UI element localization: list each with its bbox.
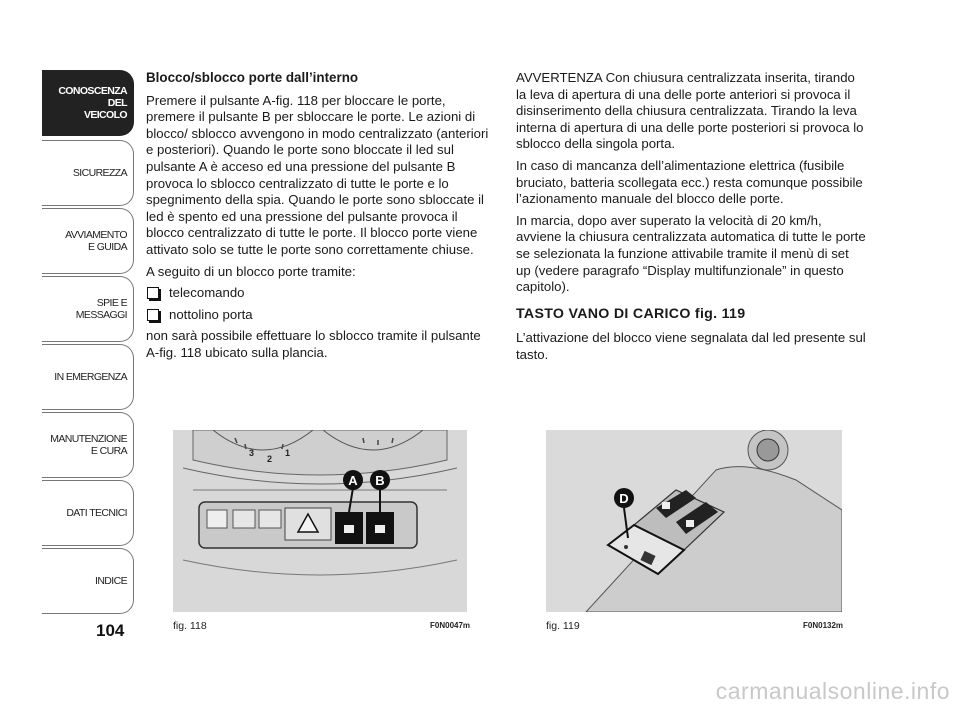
tab-label: INDICE: [95, 575, 127, 587]
tab-spie-e-messaggi[interactable]: [42, 276, 134, 342]
paragraph: A seguito di un blocco porte tramite:: [146, 263, 356, 279]
figure-118-door-lock-buttons: [173, 430, 467, 612]
callout-label: A: [348, 473, 358, 488]
left-column: [146, 70, 494, 367]
door-panel-illustration: [546, 430, 842, 612]
tab-label: SICUREZZA: [72, 167, 127, 179]
figure-119-cargo-area-button: [546, 430, 842, 612]
right-column: [516, 70, 866, 369]
dashboard-illustration: [173, 430, 467, 612]
dial-number: 2: [267, 454, 273, 464]
tab-avviamento-e-guida[interactable]: [42, 208, 134, 274]
tab-label: DATI TECNICI: [66, 507, 127, 519]
tab-manutenzione-e-cura[interactable]: [42, 412, 134, 478]
bullet-text: nottolino porta: [169, 306, 253, 322]
tab-indice[interactable]: [42, 548, 134, 614]
tab-label: IN EMERGENZA: [54, 371, 127, 383]
warning-paragraph: AVVERTENZA Con chiusura centralizzata inserita, tirando la leva di apertura di una delle porte anteriori si provoca il disinserimento della chiusura centralizzata. Tirando la leva interna di apertura di una delle porte posteriori si provoca lo sblocco della singola porta.: [516, 70, 864, 152]
tab-conoscenza-del-veicolo[interactable]: [42, 70, 134, 136]
callout-label: D: [619, 491, 629, 506]
tab-label: SPIE E MESSAGGI: [75, 297, 127, 321]
figure-code: F0N0132m: [803, 621, 844, 630]
tab-label: CONOSCENZA DEL VEICOLO: [58, 85, 127, 121]
tab-in-emergenza[interactable]: [42, 344, 134, 410]
figure-code: F0N0047m: [430, 621, 471, 630]
bullet-text: telecomando: [169, 285, 245, 301]
figure-caption: fig. 119: [546, 620, 580, 632]
watermark: carmanualsonline.info: [715, 678, 950, 704]
tab-label: MANUTENZIONE E CURA: [50, 433, 127, 457]
paragraph: L’attivazione del blocco viene segnalata dal led presente sul tasto.: [516, 330, 866, 362]
paragraph: In marcia, dopo aver superato la velocità di 20 km/h, avviene la chiusura centralizzata automatica di tutte le porte se selezionata la funzione attivabile tramite il menù di set up (vedere paragrafo “Display multifunzionale” in questo capitolo).: [516, 212, 866, 295]
tab-label: AVVIAMENTO E GUIDA: [65, 229, 127, 253]
paragraph: Premere il pulsante A-fig. 118 per bloccare le porte, premere il pulsante B per sbloccare le porte. Le azioni di blocco/ sblocco avvengono in modo centralizzato (anteriori e posteriori). Quando le porte sono bloccate il led sul pulsante A è acceso ed una pressione del pulsante B provoca lo sblocco centralizzato di tutte le porte e lo spegnimento della spia. Quando le porte sono sbloccate il led è spento ed una pressione del pulsante provoca il blocco centralizzato di tutte le porte. Il blocco porte viene attivato solo se tutte le porte sono correttamente chiuse.: [146, 92, 489, 257]
checkbox-bullet-icon: [147, 287, 159, 299]
checkbox-bullet-icon: [147, 309, 159, 321]
dial-number: 3: [249, 448, 255, 458]
bullet-item: [146, 307, 494, 324]
section-heading: Blocco/sblocco porte dall’interno: [146, 70, 359, 85]
tab-dati-tecnici[interactable]: [42, 480, 134, 546]
page-number: 104: [96, 621, 125, 640]
paragraph: In caso di mancanza dell’alimentazione elettrica (fusibile bruciato, batteria scollegata ecc.) resta comunque possibile l’azionamento manuale del blocco delle porte.: [516, 157, 863, 207]
paragraph: non sarà possibile effettuare lo sblocco tramite il pulsante A-fig. 118 ubicato sulla plancia.: [146, 328, 481, 360]
tab-sicurezza[interactable]: [42, 140, 134, 206]
bullet-item: [146, 285, 494, 302]
figure-caption: fig. 118: [173, 620, 207, 632]
dial-number: 1: [285, 448, 291, 458]
callout-label: B: [375, 473, 385, 488]
section-heading: TASTO VANO DI CARICO fig. 119: [516, 305, 746, 322]
chapter-sidebar: [42, 70, 134, 618]
